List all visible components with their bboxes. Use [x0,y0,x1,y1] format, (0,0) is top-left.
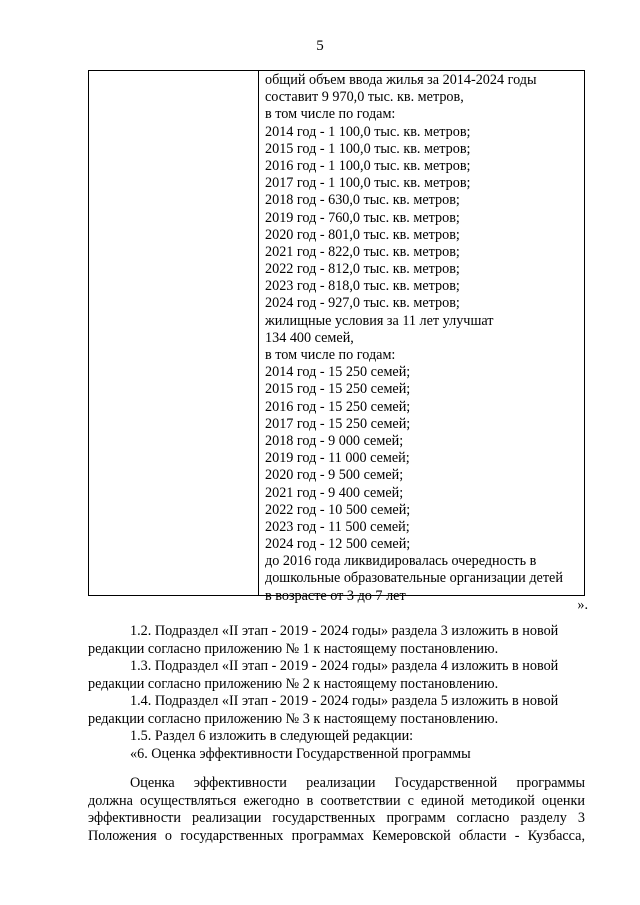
item-1-3-line-2: редакции согласно приложению № 2 к настоящему постановлению. [88,675,499,692]
cell-line: жилищные условия за 11 лет улучшат [265,312,494,329]
cell-line: 2023 год - 11 500 семей; [265,518,410,535]
cell-line: в том числе по годам: [265,347,396,363]
cell-line: дошкольные образовательные организации детей [265,570,563,587]
cell-line: 2019 год - 760,0 тыс. кв. метров; [265,209,460,226]
section-heading: «6. Оценка эффективности Государственной программы [130,745,471,762]
cell-line: 2024 год - 927,0 тыс. кв. метров; [265,295,460,312]
cell-line: до 2016 года ликвидировалась очередность в [265,553,537,570]
cell-line: 2021 год - 822,0 тыс. кв. метров; [265,243,460,260]
cell-line: 2017 год - 1 100,0 тыс. кв. метров; [265,175,471,192]
item-1-4-line-2: редакции согласно приложению № 3 к настоящему постановлению. [88,710,499,727]
table-column-divider [258,71,259,595]
item-1-4-line-1: 1.4. Подраздел «II этап - 2019 - 2024 годы» раздела 5 изложить в новой [130,693,559,709]
body-line: должна осуществляться ежегодно в соответствии с единой методикой оценки [88,792,585,809]
body-paragraph [88,775,585,845]
cell-line: 2020 год - 801,0 тыс. кв. метров; [265,226,460,243]
cell-line: 2023 год - 818,0 тыс. кв. метров; [265,278,460,295]
cell-line: 2021 год - 9 400 семей; [265,484,404,501]
cell-line: 2022 год - 10 500 семей; [265,501,411,518]
cell-line: 2020 год - 9 500 семей; [265,467,404,484]
cell-line: 2024 год - 12 500 семей; [265,536,411,553]
page-number: 5 [316,38,324,54]
cell-line: 2017 год - 15 250 семей; [265,415,411,432]
cell-line: в возрасте от 3 до 7 лет [265,587,406,604]
cell-line: 2015 год - 1 100,0 тыс. кв. метров; [265,140,471,157]
cell-line: 2014 год - 1 100,0 тыс. кв. метров; [265,123,471,140]
cell-line: составит 9 970,0 тыс. кв. метров, [265,89,464,106]
cell-line: 2018 год - 9 000 семей; [265,432,404,449]
cell-line: 2014 год - 15 250 семей; [265,364,411,381]
cell-line: 2016 год - 15 250 семей; [265,398,411,415]
item-1-3-line-1: 1.3. Подраздел «II этап - 2019 - 2024 годы» раздела 4 изложить в новой [130,658,559,674]
body-line: Положения о государственных программах Кемеровской области - Кузбасса, [88,827,585,844]
cell-line: 2019 год - 11 000 семей; [265,450,410,467]
cell-line: 2016 год - 1 100,0 тыс. кв. метров; [265,157,471,174]
table-right-cell [265,72,581,605]
body-line: Оценка эффективности реализации Государственной программы [130,775,585,791]
item-1-5: 1.5. Раздел 6 изложить в следующей редакции: [130,728,414,744]
cell-line: 134 400 семей, [265,329,354,346]
indicators-table [88,70,585,604]
cell-line: 2022 год - 812,0 тыс. кв. метров; [265,261,460,278]
cell-line: общий объем ввода жилья за 2014-2024 годы [265,72,537,88]
item-1-2-line-2: редакции согласно приложению № 1 к настоящему постановлению. [88,640,499,657]
item-1-2-line-1: 1.2. Подраздел «II этап - 2019 - 2024 годы» раздела 3 изложить в новой [130,623,559,639]
cell-line: 2018 год - 630,0 тыс. кв. метров; [265,192,460,209]
amendment-items [88,623,585,763]
cell-line: 2015 год - 15 250 семей; [265,381,411,398]
cell-line: в том числе по годам: [265,106,396,123]
body-line: эффективности реализации государственных программ согласно разделу 3 [88,810,585,826]
closing-quote: ». [577,597,588,613]
